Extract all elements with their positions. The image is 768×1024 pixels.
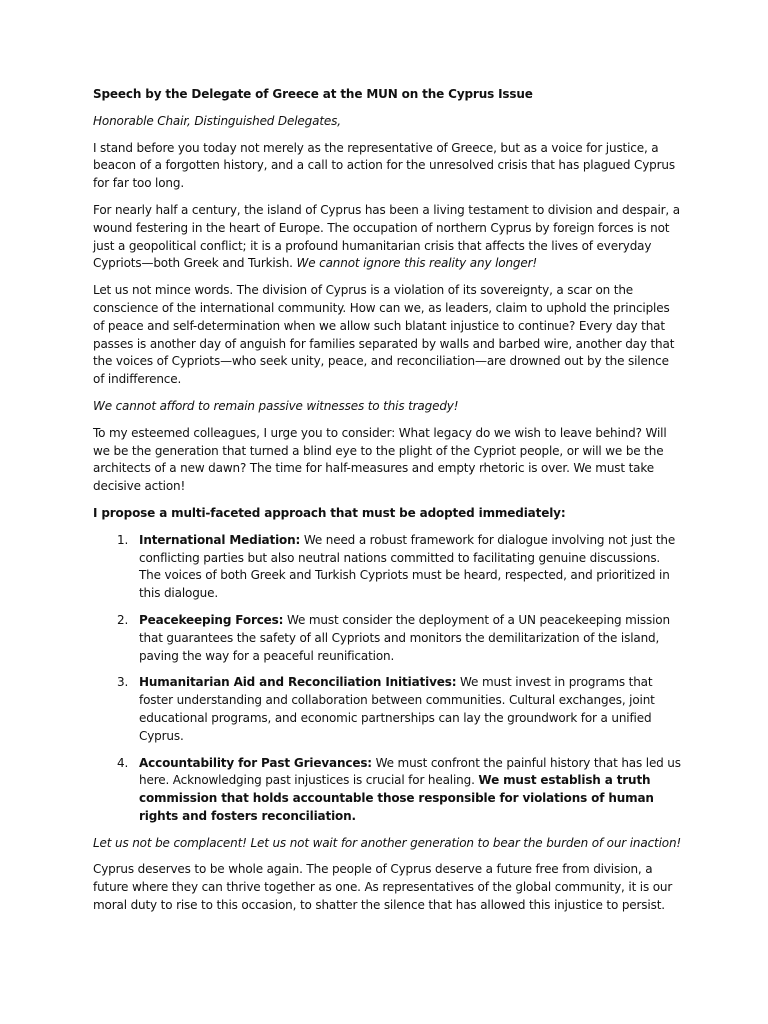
proposal-number: 3. — [117, 675, 129, 690]
proposal-item — [93, 755, 683, 826]
salutation: Honorable Chair, Distinguished Delegates, — [93, 113, 341, 128]
proposal-text: We must consider the deployment of a UN peacekeeping mission that guarantees the safety of all Cypriots and monitors the demilitarization of the island, paving the way for a peaceful reunification. — [139, 612, 670, 663]
document-page — [93, 86, 683, 924]
paragraph-history-emphasis: We cannot ignore this reality any longer! — [296, 256, 538, 271]
proposal-list — [93, 532, 683, 826]
proposal-title: Peacekeeping Forces: — [139, 612, 284, 627]
paragraph-division: Let us not mince words. The division of Cyprus is a violation of its sovereignty, a scar on the conscience of the international community. How can we, as leaders, claim to uphold the principles of peace and self-determination when we allow such blatant injustice to continue? Every day that passes is another day of anguish for families separated by walls and barbed wire, another day that the voices of Cypriots—who seek unity, peace, and reconciliation—are drowned out by the silence of indifference. — [93, 283, 675, 387]
paragraph-history-text: For nearly half a century, the island of Cyprus has been a living testament to division and despair, a wound festering in the heart of Europe. The occupation of northern Cyprus by foreign forces is not just a geopolitical conflict; it is a profound humanitarian crisis that affects the lives of everyday Cypriots—both Greek and Turkish. — [93, 202, 680, 271]
proposal-item — [93, 674, 683, 745]
proposal-title: Humanitarian Aid and Reconciliation Initiatives: — [139, 675, 457, 690]
proposal-text: We need a robust framework for dialogue involving not just the conflicting parties but also neutral nations committed to facilitating genuine discussions. The voices of both Greek and Turkish Cypriots must be heard, respected, and prioritized in this dialogue. — [139, 532, 676, 601]
proposal-number: 2. — [117, 612, 129, 627]
proposal-title: Accountability for Past Grievances: — [139, 755, 372, 770]
paragraph-history — [93, 202, 683, 273]
proposal-text: We must confront the painful history that has led us here. Acknowledging past injustices is crucial for healing. — [139, 755, 681, 788]
proposal-strong-text: We must establish a truth commission that holds accountable those responsible for violations of human rights and fosters reconciliation. — [139, 773, 654, 823]
proposal-number: 1. — [117, 532, 129, 547]
speech-title: Speech by the Delegate of Greece at the MUN on the Cyprus Issue — [93, 87, 533, 101]
paragraph-passive-witnesses: We cannot afford to remain passive witnesses to this tragedy! — [93, 398, 459, 413]
proposal-heading: I propose a multi-faceted approach that must be adopted immediately: — [93, 505, 566, 520]
paragraph-conclusion: Cyprus deserves to be whole again. The people of Cyprus deserve a future free from division, a future where they can thrive together as one. As representatives of the global community, it is our moral duty to rise to this occasion, to shatter the silence that has allowed this injustice to persist. — [93, 862, 673, 913]
proposal-item — [93, 612, 683, 665]
paragraph-intro: I stand before you today not merely as the representative of Greece, but as a voice for justice, a beacon of a forgotten history, and a call to action for the unresolved crisis that has plagued Cyprus for far too long. — [93, 140, 675, 191]
paragraph-complacent: Let us not be complacent! Let us not wait for another generation to bear the burden of our inaction! — [93, 835, 682, 850]
proposal-text: We must invest in programs that foster understanding and collaboration between communities. Cultural exchanges, joint educational programs, and economic partnerships can lay the groundwork for a unified Cyprus. — [139, 675, 655, 743]
proposal-item — [93, 532, 683, 603]
paragraph-legacy: To my esteemed colleagues, I urge you to consider: What legacy do we wish to leave behind? Will we be the generation that turned a blind eye to the plight of the Cypriot people, or will we be the architects of a new dawn? The time for half-measures and empty rhetoric is over. We must take decisive action! — [93, 425, 667, 494]
proposal-title: International Mediation: — [139, 532, 301, 547]
proposal-number: 4. — [117, 755, 129, 770]
